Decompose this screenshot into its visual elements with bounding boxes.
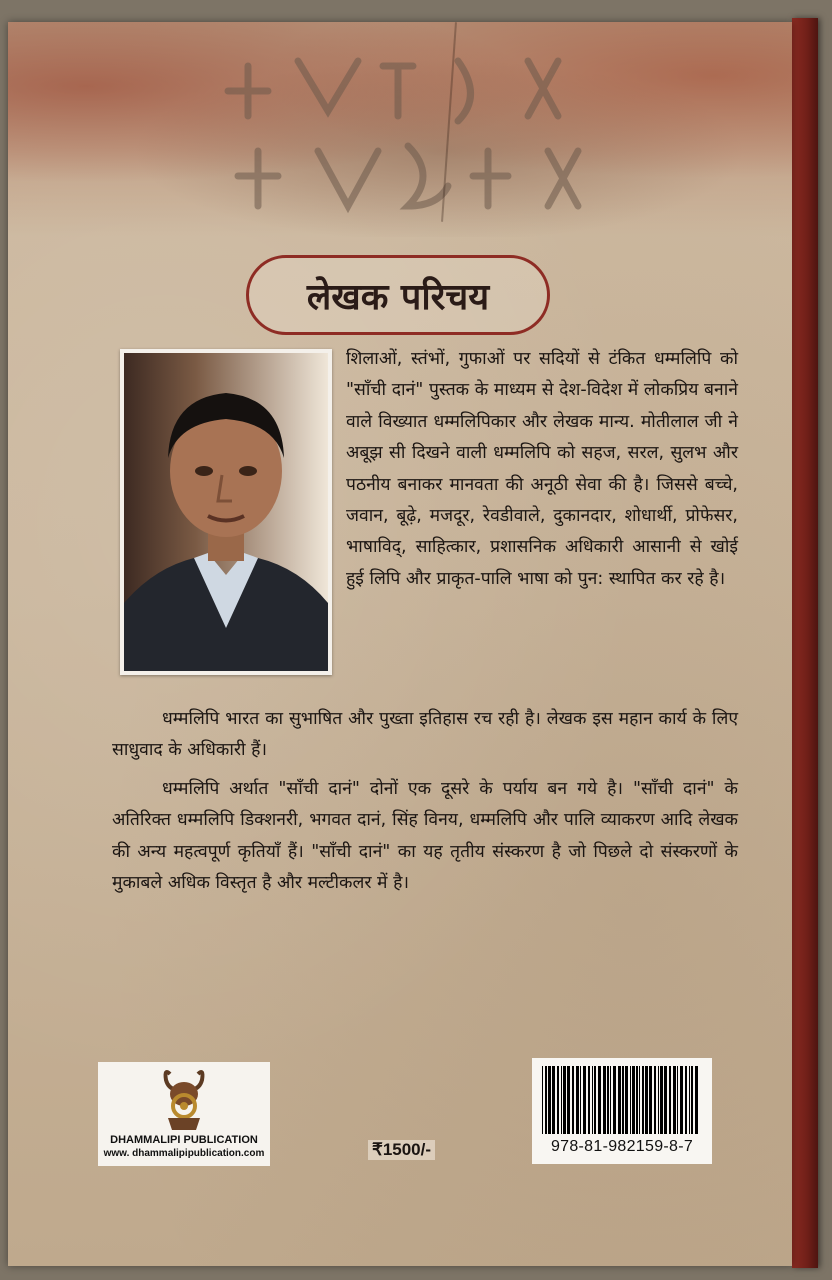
emblem-icon bbox=[156, 1066, 212, 1132]
publisher-logo-box bbox=[98, 1062, 270, 1166]
book-spine bbox=[792, 18, 818, 1268]
barcode-box bbox=[532, 1058, 712, 1164]
isbn-number: 978-81-982159-8-7 bbox=[550, 1138, 694, 1155]
author-portrait-icon bbox=[124, 353, 328, 671]
author-intro-paragraph: शिलाओं, स्तंभों, गुफाओं पर सदियों से टंकित धम्मलिपि को "साँची दानं" पुस्तक के माध्यम से देश-विदेश में लोकप्रिय बनाने वाले विख्यात धम्मलिपिकार और लेखक मान्य. मोतीलाल जी ने अबूझ सी दिखने वाली धम्मलिपि को सहज, सरल, सुलभ और पठनीय बनाकर मानवता की अनूठी सेवा की है। जिससे बच्चे, जवान, बूढ़े, मजदूर, रेवडीवाले, दुकानदार, शोधार्थी, प्रोफेसर, भाषाविद्, साहित्कार, प्रशासनिक अधिकारी आसानी से खोई हुई लिपि और प्राकृत-पालि भाषा को पुन: स्थापित कर रहे है। bbox=[346, 349, 738, 589]
publisher-website: www. dhammalipipublication.com bbox=[103, 1148, 265, 1159]
inscription-glyphs-icon bbox=[208, 36, 628, 226]
price-label: ₹1500/- bbox=[368, 1140, 435, 1160]
section-title: लेखक परिचय bbox=[306, 276, 490, 318]
author-photo bbox=[120, 349, 332, 675]
publisher-name: DHAMMALIPI PUBLICATION bbox=[110, 1134, 258, 1146]
stone-inscription-banner bbox=[8, 22, 792, 237]
title-banner bbox=[246, 255, 550, 335]
works-paragraph: धम्मलिपि अर्थात "साँची दानं" दोनों एक दूसरे के पर्याय बन गये है। "साँची दानं" के अतिरिक्त धम्मलिपि डिक्शनरी, भगवत दानं, सिंह विनय, धम्मलिपि और पालि व्याकरण आदि लेखक की अन्य महत्वपूर्ण कृतियाँ हैं। "साँची दानं" का यह तृतीय संस्करण है जो पिछले दो संस्करणों के मुकाबले अधिक विस्तृत है और मल्टीकलर में है। bbox=[112, 779, 738, 894]
barcode-icon bbox=[540, 1066, 704, 1134]
book-back-cover bbox=[8, 22, 792, 1266]
legacy-paragraph: धम्मलिपि भारत का सुभाषित और पुख्ता इतिहास रच रही है। लेखक इस महान कार्य के लिए साधुवाद के अधिकारी हैं। bbox=[112, 709, 738, 761]
